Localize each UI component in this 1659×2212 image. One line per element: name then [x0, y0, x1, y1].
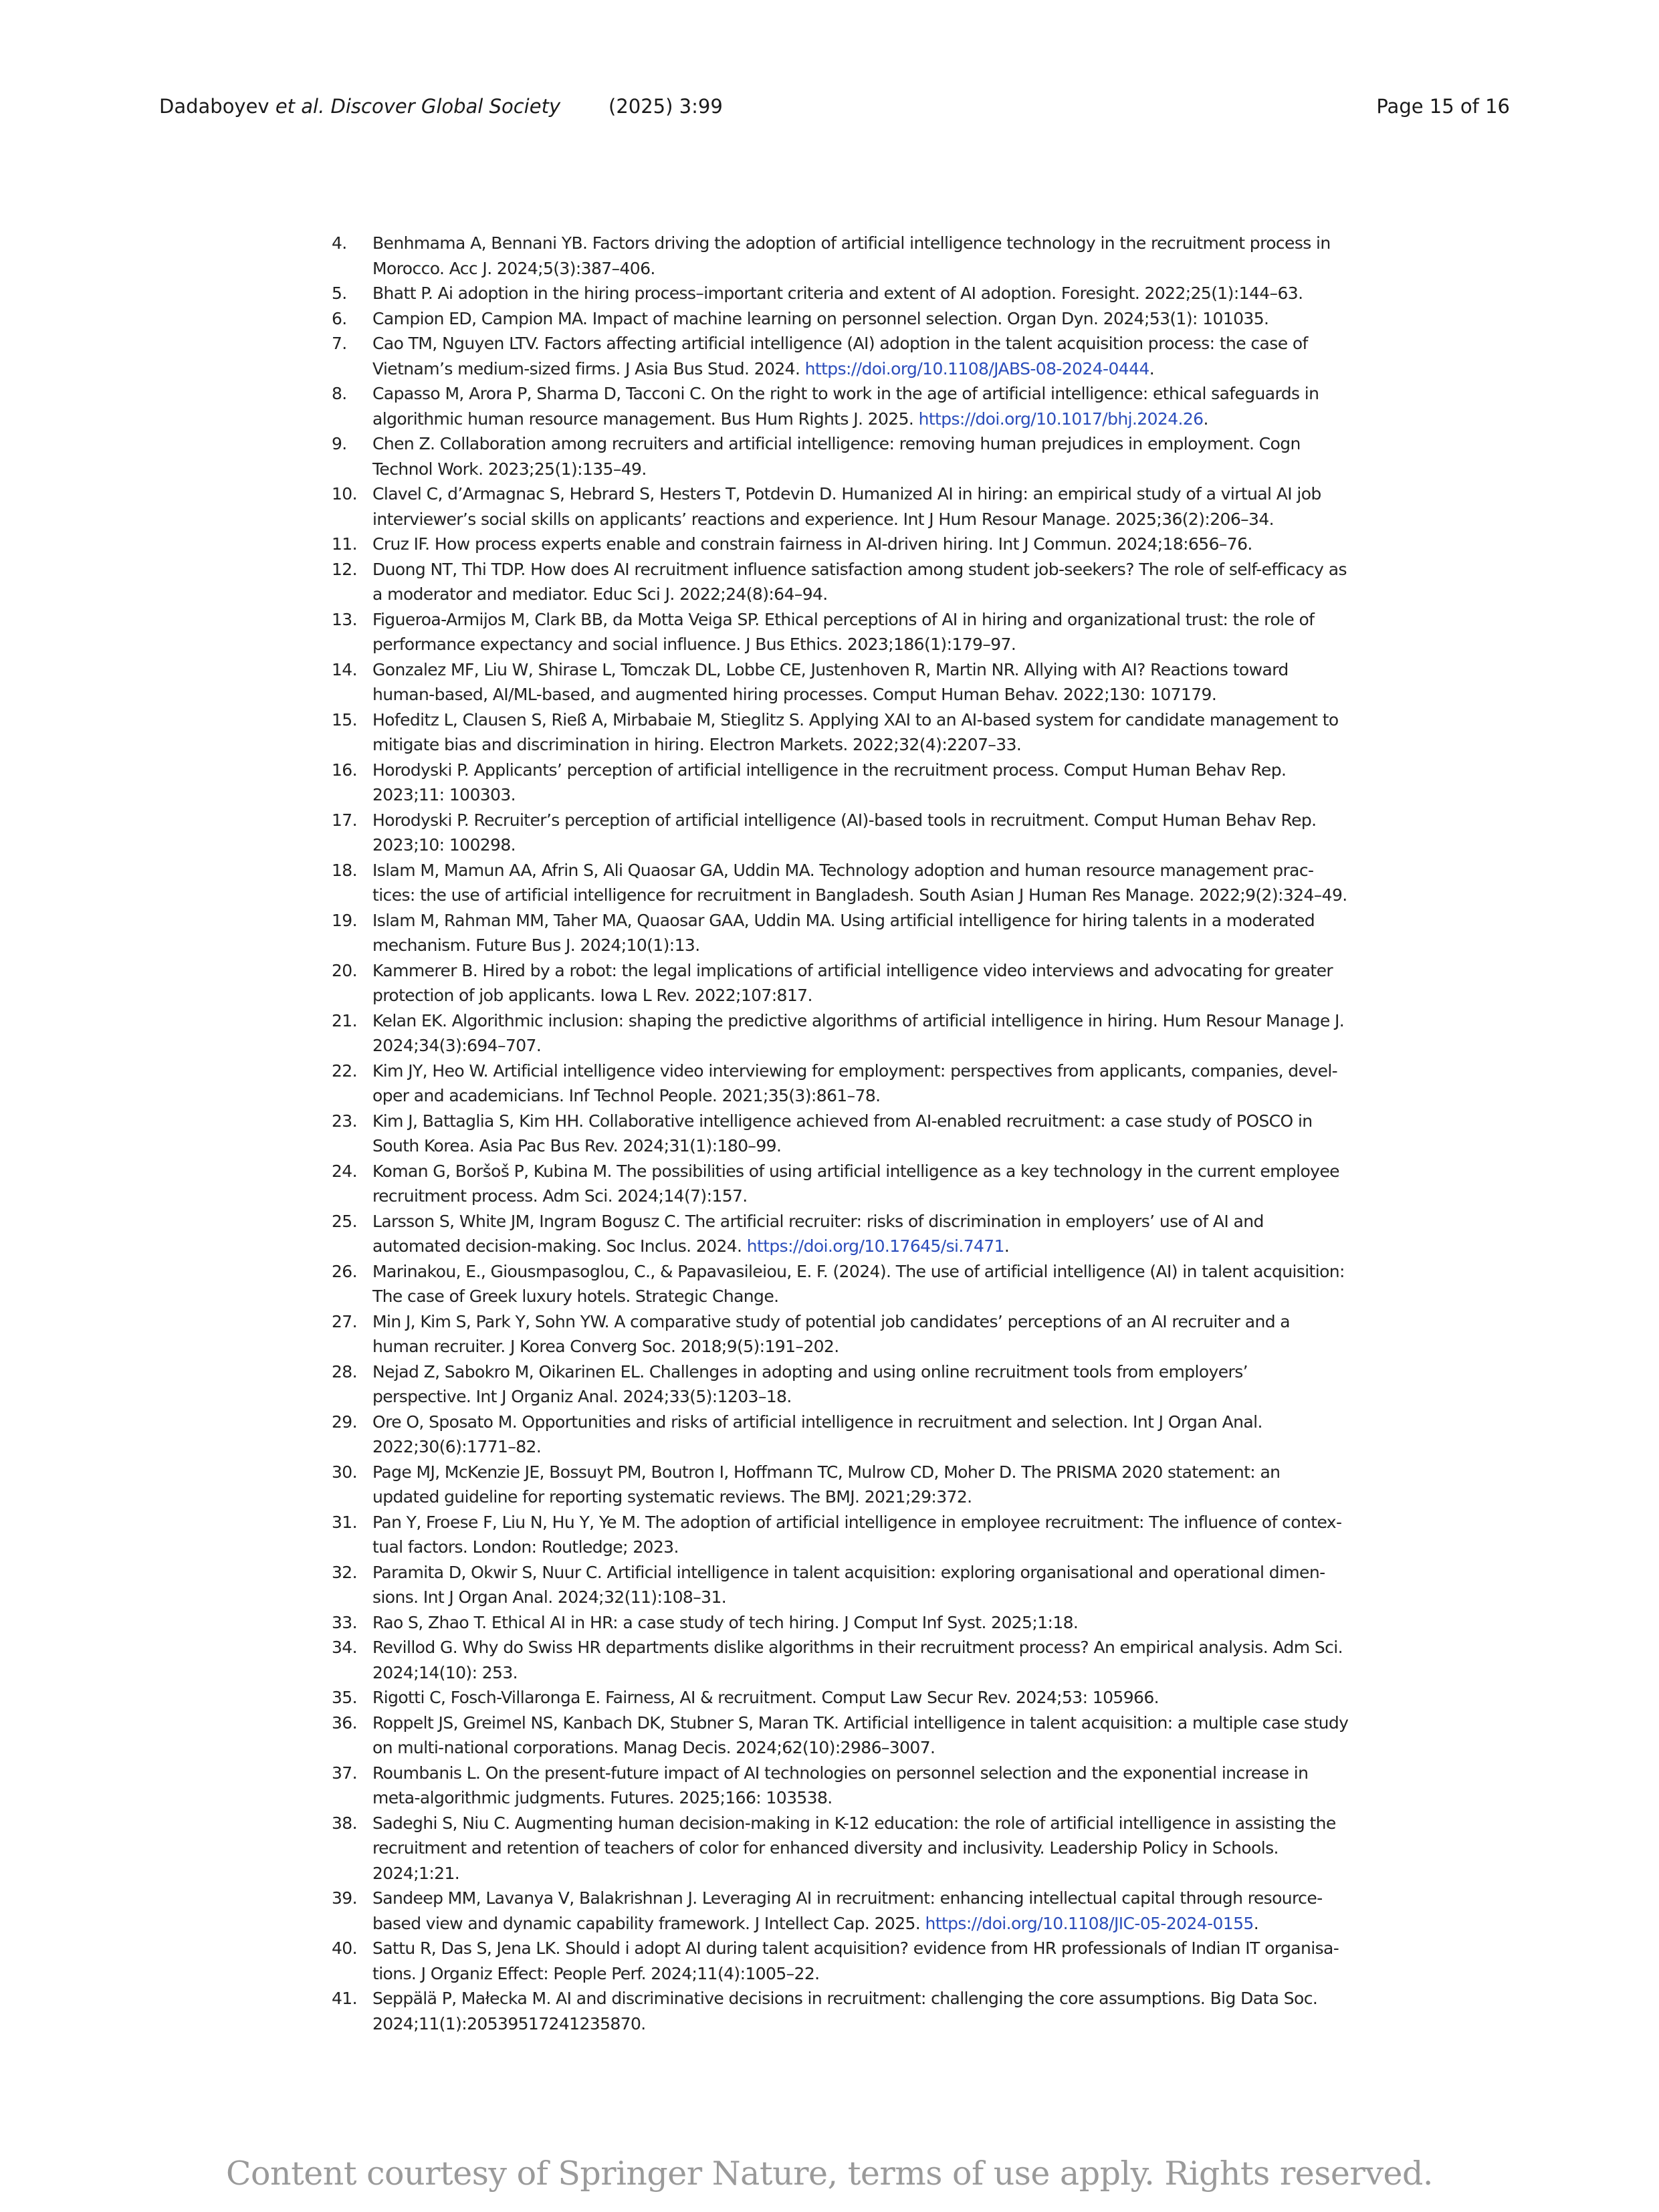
- springer-courtesy-watermark: Content courtesy of Springer Nature, terms of use apply. Rights reserved.: [226, 2154, 1433, 2193]
- reference-item: [0, 557, 1659, 607]
- doi-link[interactable]: https://doi.org/10.1108/JABS-08-2024-0444: [804, 358, 1149, 378]
- reference-citation: Figueroa-Armijos M, Clark BB, da Motta Veiga SP. Ethical perceptions of AI in hiring and organizational trust: the role of performance expectancy and social influence. J Bus Ethics. 2023;186(1):179–97.: [372, 609, 1315, 654]
- reference-item: [0, 1710, 1659, 1761]
- reference-citation: Kim JY, Heo W. Artificial intelligence video interviewing for employment: perspectives from applicants, companies, devel-oper and academicians. Inf Technol People. 2021;35(3):861–78.: [372, 1061, 1338, 1105]
- reference-citation: Pan Y, Froese F, Liu N, Hu Y, Ye M. The adoption of artificial intelligence in employee recruitment: The influence of contex-tual factors. London: Routledge; 2023.: [372, 1512, 1342, 1557]
- reference-citation: Revillod G. Why do Swiss HR departments dislike algorithms in their recruitment process? An empirical analysis. Adm Sci. 2024;14(10): 253.: [372, 1638, 1343, 1682]
- reference-number: 19.: [332, 910, 357, 930]
- reference-number: 16.: [332, 760, 357, 780]
- reference-item: [0, 1761, 1659, 1811]
- reference-number: 8.: [332, 384, 347, 403]
- reference-number: 17.: [332, 810, 357, 830]
- reference-text: [372, 1359, 1349, 1410]
- reference-number: 6.: [332, 308, 347, 328]
- reference-item: [0, 958, 1659, 1008]
- reference-item: [0, 1410, 1659, 1460]
- reference-item: [0, 1109, 1659, 1159]
- reference-number: 40.: [332, 1939, 357, 1958]
- reference-text: [372, 1635, 1349, 1685]
- reference-number: 36.: [332, 1712, 357, 1733]
- running-head-citation: [159, 95, 560, 118]
- reference-citation: Cruz IF. How process experts enable and constrain fairness in AI-driven hiring. Int J Commun. 2024;18:656–76.: [372, 534, 1252, 554]
- reference-number: 30.: [332, 1462, 357, 1482]
- reference-citation: Min J, Kim S, Park Y, Sohn YW. A comparative study of potential job candidates’ perceptions of an AI recruiter and a human recruiter. J Korea Converg Soc. 2018;9(5):191–202.: [372, 1311, 1291, 1356]
- reference-item: [0, 1986, 1659, 2036]
- author-name: Dadaboyev: [159, 95, 269, 118]
- reference-item: [0, 908, 1659, 958]
- reference-text: [372, 1510, 1349, 1560]
- doi-link[interactable]: https://doi.org/10.1108/JIC-05-2024-0155: [925, 1913, 1254, 1933]
- reference-number: 9.: [332, 434, 347, 453]
- reference-text: [372, 306, 1349, 332]
- reference-number: 38.: [332, 1813, 357, 1833]
- reference-trailing-period: .: [1203, 409, 1208, 429]
- reference-text: [372, 1460, 1349, 1510]
- reference-text: [372, 958, 1349, 1008]
- reference-item: [0, 1635, 1659, 1685]
- reference-citation: Marinakou, E., Giousmpasoglou, C., & Papavasileiou, E. F. (2024). The use of artificial intelligence (AI) in talent acquisition: The case of Greek luxury hotels. Strategic Change.: [372, 1261, 1345, 1306]
- reference-number: 31.: [332, 1512, 357, 1532]
- reference-item: [0, 657, 1659, 707]
- reference-text: [372, 331, 1349, 381]
- reference-number: 37.: [332, 1763, 357, 1783]
- reference-item: [0, 281, 1659, 306]
- reference-text: [372, 607, 1349, 657]
- reference-citation: Koman G, Boršoš P, Kubina M. The possibilities of using artificial intelligence as a key technology in the current employee recruitment process. Adm Sci. 2024;14(7):157.: [372, 1161, 1339, 1206]
- reference-citation: Kammerer B. Hired by a robot: the legal implications of artificial intelligence video interviews and advocating for greater protection of job applicants. Iowa L Rev. 2022;107:817.: [372, 960, 1333, 1005]
- reference-text: [372, 557, 1349, 607]
- reference-item: [0, 1259, 1659, 1309]
- reference-citation: Kelan EK. Algorithmic inclusion: shaping the predictive algorithms of artificial intelligence in hiring. Hum Resour Manage J. 2024;34(3):694–707.: [372, 1010, 1345, 1055]
- reference-item: [0, 1510, 1659, 1560]
- reference-number: 11.: [332, 534, 357, 554]
- reference-number: 12.: [332, 559, 357, 579]
- reference-text: [372, 481, 1349, 532]
- reference-text: [372, 1259, 1349, 1309]
- reference-text: [372, 532, 1349, 557]
- reference-text: [372, 1761, 1349, 1811]
- reference-citation: Gonzalez MF, Liu W, Shirase L, Tomczak DL, Lobbe CE, Justenhoven R, Martin NR. Allying with AI? Reactions toward human-based, AI/ML-based, and augmented hiring processes. Comput Human Behav. 2022;130: 107179.: [372, 659, 1289, 704]
- reference-item: [0, 758, 1659, 808]
- reference-text: [372, 908, 1349, 958]
- reference-text: [372, 381, 1349, 431]
- doi-link[interactable]: https://doi.org/10.17645/si.7471: [746, 1236, 1004, 1256]
- reference-number: 26.: [332, 1261, 357, 1281]
- reference-item: [0, 331, 1659, 381]
- reference-citation: Duong NT, Thi TDP. How does AI recruitment influence satisfaction among student job-seekers? The role of self-efficacy as a moderator and mediator. Educ Sci J. 2022;24(8):64–94.: [372, 559, 1347, 604]
- reference-text: [372, 1811, 1349, 1886]
- reference-trailing-period: .: [1004, 1236, 1010, 1256]
- reference-number: 23.: [332, 1111, 357, 1131]
- reference-number: 15.: [332, 709, 357, 730]
- running-head: [159, 92, 1510, 124]
- reference-citation: Rigotti C, Fosch-Villaronga E. Fairness, AI & recruitment. Comput Law Secur Rev. 2024;53: 105966.: [372, 1688, 1159, 1707]
- reference-text: [372, 1986, 1349, 2036]
- reference-citation: Rao S, Zhao T. Ethical AI in HR: a case study of tech hiring. J Comput Inf Syst. 2025;1:18.: [372, 1612, 1079, 1632]
- reference-number: 28.: [332, 1361, 357, 1381]
- reference-item: [0, 607, 1659, 657]
- reference-number: 24.: [332, 1161, 357, 1181]
- reference-text: [372, 1008, 1349, 1059]
- doi-link[interactable]: https://doi.org/10.1017/bhj.2024.26: [918, 409, 1204, 429]
- reference-citation: Islam M, Mamun AA, Afrin S, Ali Quaosar GA, Uddin MA. Technology adoption and human resource management prac-tices: the use of artificial intelligence for recruitment in Bangladesh. South Asian J Human Res Manage. 2022;9(2):324–49.: [372, 860, 1347, 905]
- reference-text: [372, 1936, 1349, 1986]
- et-al: et al.: [275, 95, 325, 118]
- reference-item: [0, 858, 1659, 908]
- reference-number: 7.: [332, 334, 347, 353]
- reference-citation: Roppelt JS, Greimel NS, Kanbach DK, Stubner S, Maran TK. Artificial intelligence in talent acquisition: a multiple case study on multi-national corporations. Manag Decis. 2024;62(10):2986–3007.: [372, 1712, 1349, 1757]
- reference-number: 29.: [332, 1412, 357, 1432]
- reference-citation: Clavel C, d’Armagnac S, Hebrard S, Hesters T, Potdevin D. Humanized AI in hiring: an empirical study of a virtual AI job interviewer’s social skills on applicants’ reactions and experience. Int J Hum Resour Manage. 2025;36(2):206–34.: [372, 484, 1321, 529]
- reference-text: [372, 1560, 1349, 1610]
- reference-text: [372, 657, 1349, 707]
- reference-text: [372, 281, 1349, 306]
- reference-text: [372, 1685, 1349, 1710]
- reference-item: [0, 481, 1659, 532]
- reference-citation: Chen Z. Collaboration among recruiters and artificial intelligence: removing human prejudices in employment. Cogn Technol Work. 2023;25(1):135–49.: [372, 434, 1301, 479]
- reference-citation: Hofeditz L, Clausen S, Rieß A, Mirbabaie M, Stieglitz S. Applying XAI to an AI-based system for candidate management to mitigate bias and discrimination in hiring. Electron Markets. 2022;32(4):2207–33.: [372, 709, 1339, 754]
- page-number: Page 15 of 16: [1376, 95, 1510, 118]
- reference-number: 13.: [332, 609, 357, 629]
- reference-citation: Sandeep MM, Lavanya V, Balakrishnan J. Leveraging AI in recruitment: enhancing intellectual capital through resource-based view and dynamic capability framework. J Intellect Cap. 2025.: [372, 1888, 1323, 1933]
- reference-citation: Paramita D, Okwir S, Nuur C. Artificial intelligence in talent acquisition: exploring organisational and operational dimen-sions. Int J Organ Anal. 2024;32(11):108–31.: [372, 1562, 1325, 1607]
- reference-text: [372, 1710, 1349, 1761]
- reference-number: 4.: [332, 233, 347, 253]
- reference-number: 27.: [332, 1311, 357, 1331]
- reference-citation: Islam M, Rahman MM, Taher MA, Quaosar GAA, Uddin MA. Using artificial intelligence for hiring talents in a moderated mechanism. Future Bus J. 2024;10(1):13.: [372, 910, 1315, 955]
- reference-citation: Bhatt P. Ai adoption in the hiring process–important criteria and extent of AI adoption. Foresight. 2022;25(1):144–63.: [372, 284, 1303, 303]
- reference-item: [0, 808, 1659, 858]
- reference-item: [0, 532, 1659, 557]
- reference-trailing-period: .: [1149, 358, 1155, 378]
- reference-text: [372, 707, 1349, 758]
- reference-citation: Horodyski P. Applicants’ perception of artificial intelligence in the recruitment process. Comput Human Behav Rep. 2023;11: 100303.: [372, 760, 1287, 804]
- reference-text: [372, 1886, 1349, 1936]
- reference-citation: Kim J, Battaglia S, Kim HH. Collaborative intelligence achieved from AI-enabled recruitment: a case study of POSCO in South Korea. Asia Pac Bus Rev. 2024;31(1):180–99.: [372, 1111, 1313, 1155]
- reference-item: [0, 231, 1659, 281]
- reference-item: [0, 1460, 1659, 1510]
- reference-text: [372, 1410, 1349, 1460]
- reference-item: [0, 1886, 1659, 1936]
- reference-number: 18.: [332, 860, 357, 880]
- reference-item: [0, 1209, 1659, 1259]
- reference-number: 5.: [332, 284, 347, 303]
- reference-item: [0, 1159, 1659, 1209]
- reference-citation: Sadeghi S, Niu C. Augmenting human decision-making in K-12 education: the role of artificial intelligence in assisting the recruitment and retention of teachers of color for enhanced diversity and inclusivity. Leadership Policy in Schools. 2024;1:21.: [372, 1813, 1336, 1883]
- reference-list: [0, 231, 1659, 2036]
- reference-number: 33.: [332, 1612, 357, 1632]
- reference-text: [372, 1309, 1349, 1359]
- reference-text: [372, 1610, 1349, 1636]
- year-volume: (2025) 3:99: [609, 95, 723, 118]
- reference-text: [372, 1159, 1349, 1209]
- reference-item: [0, 1685, 1659, 1710]
- reference-citation: Nejad Z, Sabokro M, Oikarinen EL. Challenges in adopting and using online recruitment tools from employers’ perspective. Int J Organiz Anal. 2024;33(5):1203–18.: [372, 1361, 1248, 1406]
- reference-citation: Sattu R, Das S, Jena LK. Should i adopt AI during talent acquisition? evidence from HR professionals of Indian IT organisa-tions. J Organiz Effect: People Perf. 2024;11(4):1005–22.: [372, 1939, 1339, 1983]
- reference-number: 34.: [332, 1638, 357, 1657]
- reference-number: 22.: [332, 1061, 357, 1081]
- reference-number: 21.: [332, 1010, 357, 1030]
- reference-item: [0, 1560, 1659, 1610]
- reference-text: [372, 808, 1349, 858]
- reference-item: [0, 381, 1659, 431]
- reference-citation: Capasso M, Arora P, Sharma D, Tacconi C. On the right to work in the age of artificial intelligence: ethical safeguards in algorithmic human resource management. Bus Hum Rights J. 2025.: [372, 384, 1319, 429]
- reference-citation: Page MJ, McKenzie JE, Bossuyt PM, Boutron I, Hoffmann TC, Mulrow CD, Moher D. The PRISMA 2020 statement: an updated guideline for reporting systematic reviews. The BMJ. 2021;29:372.: [372, 1462, 1281, 1507]
- reference-citation: Campion ED, Campion MA. Impact of machine learning on personnel selection. Organ Dyn. 2024;53(1): 101035.: [372, 308, 1269, 328]
- reference-item: [0, 1811, 1659, 1886]
- reference-number: 35.: [332, 1688, 357, 1707]
- reference-citation: Seppälä P, Małecka M. AI and discriminative decisions in recruitment: challenging the core assumptions. Big Data Soc. 2024;11(1):20539517241235870.: [372, 1989, 1318, 2033]
- reference-text: [372, 1059, 1349, 1109]
- reference-number: 10.: [332, 484, 357, 504]
- reference-citation: Roumbanis L. On the present-future impact of AI technologies on personnel selection and the exponential increase in meta-algorithmic judgments. Futures. 2025;166: 103538.: [372, 1763, 1309, 1807]
- reference-number: 41.: [332, 1989, 357, 2008]
- reference-text: [372, 858, 1349, 908]
- reference-item: [0, 1359, 1659, 1410]
- reference-number: 39.: [332, 1888, 357, 1908]
- reference-text: [372, 431, 1349, 481]
- reference-citation: Cao TM, Nguyen LTV. Factors affecting artificial intelligence (AI) adoption in the talent acquisition process: the case of Vietnam’s medium-sized firms. J Asia Bus Stud. 2024.: [372, 334, 1308, 378]
- reference-citation: Ore O, Sposato M. Opportunities and risks of artificial intelligence in recruitment and selection. Int J Organ Anal. 2022;30(6):1771–82.: [372, 1412, 1262, 1456]
- reference-item: [0, 1610, 1659, 1636]
- reference-number: 20.: [332, 960, 357, 980]
- reference-item: [0, 707, 1659, 758]
- reference-citation: Larsson S, White JM, Ingram Bogusz C. The artificial recruiter: risks of discrimination in employers’ use of AI and automated decision-making. Soc Inclus. 2024.: [372, 1211, 1264, 1256]
- reference-item: [0, 306, 1659, 332]
- reference-item: [0, 1059, 1659, 1109]
- reference-number: 25.: [332, 1211, 357, 1231]
- reference-citation: Horodyski P. Recruiter’s perception of artificial intelligence (AI)-based tools in recruitment. Comput Human Behav Rep. 2023;10: 100298.: [372, 810, 1317, 855]
- reference-item: [0, 1008, 1659, 1059]
- reference-item: [0, 1936, 1659, 1986]
- reference-text: [372, 758, 1349, 808]
- reference-citation: Benhmama A, Bennani YB. Factors driving the adoption of artificial intelligence technology in the recruitment process in Morocco. Acc J. 2024;5(3):387–406.: [372, 233, 1331, 278]
- reference-item: [0, 431, 1659, 481]
- reference-trailing-period: .: [1253, 1913, 1259, 1933]
- reference-number: 32.: [332, 1562, 357, 1582]
- reference-number: 14.: [332, 659, 357, 679]
- reference-text: [372, 231, 1349, 281]
- reference-text: [372, 1109, 1349, 1159]
- journal-name: Discover Global Society: [330, 95, 561, 118]
- reference-item: [0, 1309, 1659, 1359]
- reference-text: [372, 1209, 1349, 1259]
